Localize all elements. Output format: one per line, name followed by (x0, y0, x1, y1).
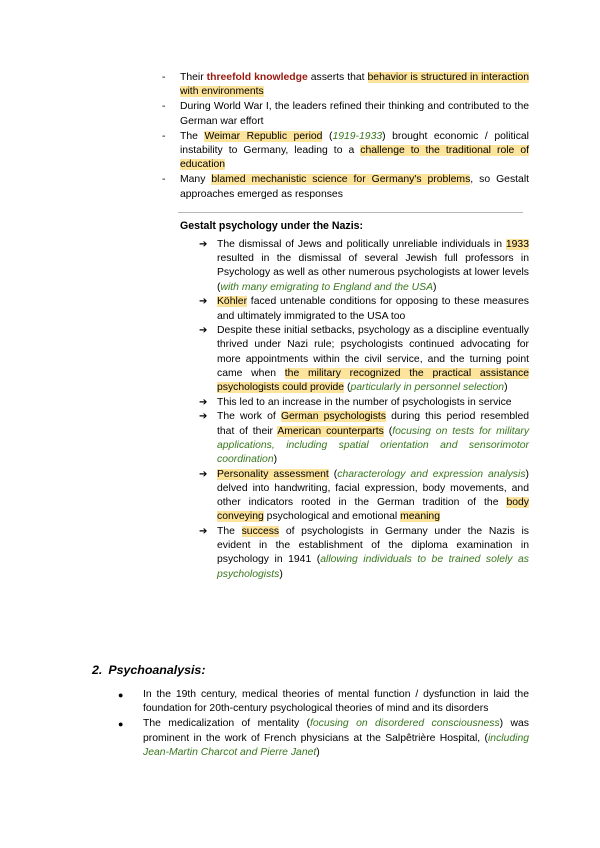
dash-bullet-list (162, 71, 530, 203)
list-item (162, 130, 529, 173)
list-item (199, 468, 529, 525)
text-run: ( (328, 468, 338, 480)
example-text: focusing on tests for military applications, including spatial orientation and sensorimotor coordination (217, 425, 530, 466)
text-run: Despite these initial setbacks, psychology as a discipline eventually thrived under Nazi rule; psychologists continued advocating for more appointments within the civil service, and the turning point came when (217, 325, 529, 379)
text-run: resulted in the dismissal of several Jewish full professors in Psychology as well as other numerous psychologists at lower levels ( (217, 253, 529, 293)
bullet-marker: - (162, 72, 166, 83)
highlighted-text: the military recognized the practical assistance psychologists could provide (217, 367, 529, 394)
highlighted-text: behavior is structured in interaction with environments (180, 72, 530, 98)
example-text: with many emigrating to England and the USA (220, 281, 434, 293)
highlighted-text: Köhler (217, 296, 248, 308)
list-item (199, 324, 529, 395)
text-run: ) (433, 281, 437, 293)
text-run: ( (383, 425, 393, 437)
text-run: ) (504, 382, 508, 394)
bullet-marker: ➔ (199, 411, 208, 423)
bullet-marker: ➔ (199, 296, 208, 308)
gestalt-subheading: Gestalt psychology under the Nazis: (180, 220, 364, 232)
example-text: allowing individuals to be trained solely as psychologists (217, 554, 529, 580)
text-run: The medicalization of mentality ( (143, 718, 310, 730)
list-item-text (217, 238, 529, 295)
list-item-text (180, 100, 529, 128)
bullet-marker: - (162, 101, 166, 113)
highlighted-text: Weimar Republic period (204, 130, 323, 142)
list-item (199, 396, 529, 410)
text-run: ( (322, 130, 333, 142)
highlighted-text: blamed mechanistic science for Germany's problems (211, 174, 471, 186)
arrow-bullet-list (199, 238, 530, 582)
highlighted-text: Personality assessment (217, 468, 329, 480)
list-item-text (217, 525, 529, 582)
emphasis-text: threefold knowledge (206, 72, 308, 83)
highlighted-text: success (241, 526, 280, 538)
list-item-text (180, 173, 529, 201)
list-item (162, 100, 529, 128)
list-item (199, 525, 529, 582)
text-run: during this period resembled that of their (217, 411, 530, 437)
text-run: ) (279, 568, 283, 580)
text-run: During World War I, the leaders refined their thinking and contributed to the German war effort (180, 101, 529, 127)
example-text: focusing on disordered consciousness (310, 718, 500, 730)
bullet-marker: ➔ (199, 396, 208, 408)
list-item (162, 71, 530, 99)
example-text: 1919-1933 (332, 130, 383, 142)
text-run: ) was prominent in the work of French physicians at the Salpêtrière Hospital, ( (143, 718, 529, 744)
example-text: characterology and expression analysis (337, 468, 526, 480)
text-run: The (180, 130, 205, 142)
text-run: ) (273, 454, 278, 466)
list-item-text (217, 396, 529, 410)
bullet-marker: ➔ (199, 526, 208, 538)
highlighted-text: meaning (400, 511, 440, 523)
section-divider (178, 212, 523, 213)
list-item-text (143, 717, 529, 760)
text-run: ) delved into handwriting, facial expression, body movements, and other indicators rooted in the German tradition of the (217, 468, 529, 509)
text-run: ) (316, 746, 320, 758)
dot-bullet-list (118, 688, 529, 761)
list-item-text (217, 295, 529, 323)
list-item (199, 238, 529, 295)
bullet-marker: ● (118, 690, 124, 700)
text-run: In the 19th century, medical theories of mental function / dysfunction in laid the foundation for 20th-century psychological theories of mind and its disorders (143, 689, 529, 715)
list-item-text (180, 130, 529, 173)
list-item (162, 173, 530, 201)
text-run: The work of (217, 411, 281, 423)
bullet-marker: ➔ (199, 468, 208, 480)
text-run: The dismissal of Jews and politically unreliable individuals in (217, 239, 506, 250)
bullet-marker: ➔ (199, 325, 208, 337)
text-run: of psychologists in Germany under the Nazis is evident in the establishment of the diploma examination in psychology in 1941 ( (217, 526, 529, 566)
list-item (199, 410, 530, 467)
example-text: including Jean-Martin Charcot and Pierre Janet (143, 732, 529, 758)
list-item-text (217, 324, 529, 395)
list-item-text (217, 410, 529, 467)
section-heading (92, 663, 205, 677)
list-item-text (143, 688, 529, 716)
bullet-marker: - (162, 130, 166, 142)
list-item-text (180, 71, 529, 99)
text-run: ( (344, 382, 351, 394)
bullet-marker: ➔ (199, 239, 208, 250)
section-number: 2. (92, 663, 103, 677)
list-item (118, 688, 529, 716)
text-run: , so Gestalt approaches emerged as responses (180, 174, 530, 200)
list-item (199, 295, 529, 323)
list-item (118, 717, 529, 760)
highlighted-text: American counterparts (277, 425, 384, 437)
bullet-marker: - (162, 174, 166, 186)
highlighted-text: challenge to the traditional role of education (180, 145, 529, 171)
list-item-text (217, 468, 529, 525)
bullet-marker: ● (118, 719, 124, 730)
text-run: asserts that (307, 72, 368, 83)
highlighted-text: body conveying (217, 497, 529, 523)
section-title: Psychoanalysis: (108, 663, 206, 677)
highlighted-text: 1933 (505, 239, 529, 250)
text-run: Many (180, 174, 212, 186)
text-run: Their (180, 72, 207, 83)
text-run: This led to an increase in the number of psychologists in service (217, 396, 512, 408)
example-text: particularly in personnel selection (350, 382, 505, 394)
text-run: The (217, 526, 242, 538)
text-run: faced untenable conditions for opposing to these measures and ultimately immigrated to the USA too (217, 296, 529, 322)
highlighted-text: German psychologists (280, 411, 386, 423)
text-run: ) brought economic / political instability to Germany, leading to a (180, 130, 529, 157)
text-run: psychological and emotional (263, 511, 401, 523)
